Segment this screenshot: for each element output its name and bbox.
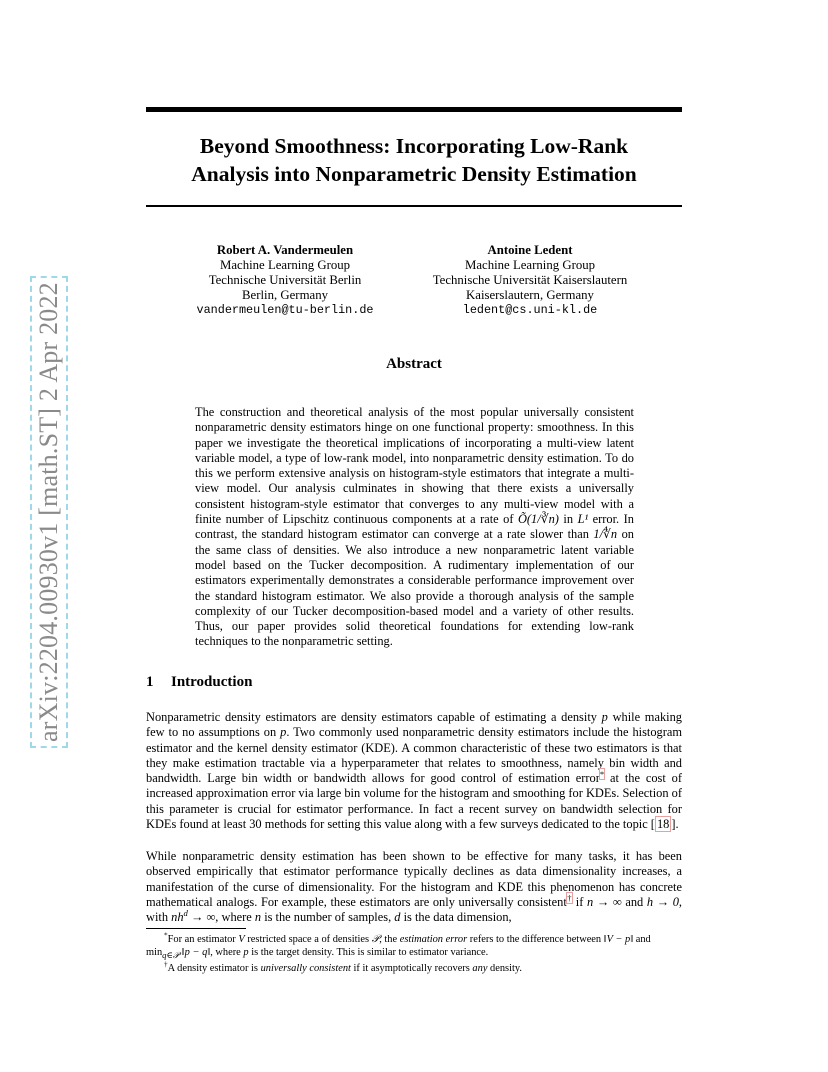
title-top-rule xyxy=(146,107,682,112)
title-line-2: Analysis into Nonparametric Density Estimation xyxy=(191,162,637,186)
section-heading xyxy=(146,674,252,691)
body-text: and xyxy=(625,894,644,909)
footnote-text: density. xyxy=(490,963,522,975)
footnote-text: refers to the difference between xyxy=(469,934,602,945)
footnote-term: universally consistent xyxy=(260,963,351,975)
footnote-1 xyxy=(146,933,682,962)
math-base: nh xyxy=(171,910,184,925)
footnote-ref[interactable]: † xyxy=(566,892,573,903)
math-expr xyxy=(146,947,211,961)
arxiv-identifier[interactable]: arXiv:2204.00930v1 [math.ST] 2 Apr 2022 xyxy=(30,276,68,748)
footnote-text: , where xyxy=(210,947,241,958)
footnote-2 xyxy=(146,962,682,975)
math-var: n xyxy=(254,910,262,925)
title-line-1: Beyond Smoothness: Incorporating Low-Rank xyxy=(199,134,629,158)
author-institution: Technische Universität Kaiserslautern xyxy=(432,273,628,287)
footnote-text: For an estimator xyxy=(167,934,236,945)
math-var: d xyxy=(394,910,401,925)
body-text: , with xyxy=(146,894,683,925)
body-text: is the data dimension, xyxy=(403,910,512,925)
footnotes xyxy=(146,933,682,975)
math-expr xyxy=(171,910,215,924)
body-text: Nonparametric density estimators are density estimators capable of estimating a density xyxy=(146,710,597,724)
math-rest: → ∞ xyxy=(190,910,216,925)
footnote-divider xyxy=(146,928,246,929)
body-text: . Two commonly used nonparametric density estimators include the histogram estimator and the kernel density estimator (KDE). A common characteristic of these two estimators is that they make estimation tractable via a hyperparameter that relates to smoothness, namely bin width and bandwidth. Large bin width or bandwidth allows for good control of estimation error xyxy=(146,725,682,786)
math-var: p xyxy=(243,947,249,958)
intro-paragraph-2 xyxy=(146,849,682,925)
footnote-ref[interactable]: * xyxy=(599,769,605,780)
footnote-text: and xyxy=(635,934,651,945)
body-text: While nonparametric density estimation has been shown to be effective for many tasks, it has been observed empirically that estimator performance typically declines as data dimensionality increases, a manifestation of the curse of dimensionality. For the histogram and KDE this phenomenon has concrete mathematical analogs. For example, these estimators are only universally consistent xyxy=(146,849,682,909)
title-bottom-rule xyxy=(146,205,682,207)
section-number: 1 xyxy=(146,674,154,690)
math-expr: h → 0 xyxy=(646,894,679,909)
math-subscript: q∈𝒫 xyxy=(162,950,180,961)
body-text: is the number of samples, xyxy=(264,910,392,925)
math-operator: min xyxy=(146,947,163,958)
body-text: while making few to no assumptions on xyxy=(146,710,682,740)
footnote-text: restricted space a of densities xyxy=(247,934,370,945)
author-location: Berlin, Germany xyxy=(242,288,328,302)
math-var: 𝒫 xyxy=(371,934,380,945)
citation-link[interactable]: 18 xyxy=(656,817,670,832)
abstract-text: The construction and theoretical analysis of the most popular universally consistent nonparametric density estimators hinge on one functional property: smoothness. In this paper we investigate the theoretical implications of incorporating a multi-view latent variable model, a type of low-rank model, into nonparametric density estimation. To do this we perform extensive analysis on histogram-style estimators that integrate a multi-view model. Our analysis culminates in showing that there exists a universally consistent histogram-style estimator that converges to any multi-view model with a finite number of Lipschitz continuous components at a rate of xyxy=(195,405,634,527)
footnote-text: , the xyxy=(379,934,398,945)
body-text: at the cost of increased approximation error via large bin volume for the histogram and smoothing for KDEs. Selection of this parameter is crucial for estimator performance. In fact a recent survey on bandwidth selection for KDEs found at least 30 methods for setting this value along with a few surveys dedicated to the topic [ xyxy=(146,771,683,832)
author-group: Machine Learning Group xyxy=(219,258,351,272)
author-institution: Technische Universität Berlin xyxy=(208,273,362,287)
intro-paragraph-1 xyxy=(146,710,682,832)
abstract-body xyxy=(195,405,634,650)
math-var: p xyxy=(601,710,608,724)
paper-title xyxy=(146,132,682,188)
footnote-text: is the target density. This is similar to estimator variance. xyxy=(251,947,489,958)
author-block-2 xyxy=(410,243,650,318)
footnote-mark: † xyxy=(164,960,168,969)
norm-formula: L¹ xyxy=(577,512,589,527)
arxiv-sidebar xyxy=(6,248,63,748)
math-var: p xyxy=(280,725,287,740)
math-exponent: d xyxy=(183,908,188,919)
footnote-mark: * xyxy=(164,931,168,940)
abstract-text: error. In contrast, the standard histogram estimator can converge at a rate slower than xyxy=(195,512,634,542)
abstract-heading: Abstract xyxy=(386,356,442,372)
rate-formula: Õ(1/∛n) xyxy=(517,512,559,527)
footnote-term: any xyxy=(472,963,488,975)
author-location: Kaiserslautern, Germany xyxy=(466,288,594,302)
math-expr: ‖V − p‖ xyxy=(603,934,634,945)
author-group: Machine Learning Group xyxy=(464,258,596,272)
math-var: V xyxy=(238,934,245,945)
author-email[interactable]: ledent@cs.uni-kl.de xyxy=(462,303,598,317)
author-block-1 xyxy=(170,243,400,318)
footnote-term: estimation error xyxy=(399,934,468,945)
abstract-text: in xyxy=(563,512,574,527)
author-name: Antoine Ledent xyxy=(487,243,573,257)
math-rest: ‖p − q‖ xyxy=(181,947,211,958)
footnote-text: A density estimator is xyxy=(167,963,258,975)
rate-formula: 1/∜n xyxy=(593,527,618,542)
section-title: Introduction xyxy=(171,674,253,690)
abstract-text: on the same class of densities. We also introduce a new nonparametric latent variable model based on the Tucker decomposition. A rudimentary implementation of our estimators experimentally demonstrates a considerable performance improvement over the standard histogram estimator. We also provide a thorough analysis of the sample complexity of our Tucker decomposition-based model and a variety of other results. Thus, our paper provides solid theoretical foundations for extending low-rank techniques to the nonparametric setting. xyxy=(195,527,634,649)
body-text: if xyxy=(575,894,584,909)
body-text: , where xyxy=(215,910,252,925)
author-email[interactable]: vandermeulen@tu-berlin.de xyxy=(196,303,374,317)
author-name: Robert A. Vandermeulen xyxy=(216,243,354,257)
body-text: ]. xyxy=(671,817,679,832)
footnote-text: if it asymptotically recovers xyxy=(353,963,470,975)
math-expr: n → ∞ xyxy=(587,894,622,909)
